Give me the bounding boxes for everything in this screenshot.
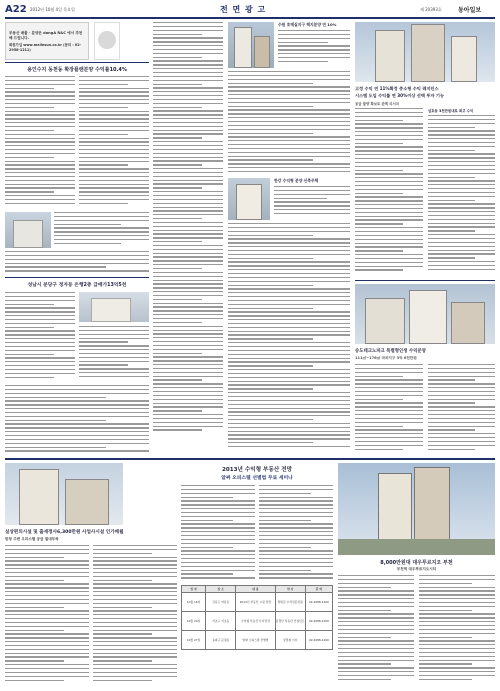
bottom-right-text-a <box>338 575 414 685</box>
mid-right-photo <box>355 284 495 344</box>
table-header-content: 내 용 <box>236 586 275 593</box>
banner-text: 부동산 매물 · 분양은 dongA R&C 에서 추천해 드립니다. <box>9 31 83 40</box>
table-cell: 10월 20일 <box>182 612 206 631</box>
bottom-left-sub: 한창 주변 오피스텔 공급 절대부족 <box>5 537 59 541</box>
table-header-speaker: 연 사 <box>275 586 305 593</box>
table-header-contact: 문 의 <box>305 586 332 593</box>
seminar-schedule-table <box>181 585 333 650</box>
bottom-right-text-b <box>419 575 495 685</box>
paper-name: 동아일보 <box>458 7 482 14</box>
table-cell: 송파구 문정동 <box>206 631 236 650</box>
bottom-left-photo <box>5 463 123 525</box>
col4-tower-photo <box>355 22 495 82</box>
col4-heading: 고정 수익 연 11%확정 중소형 수익 레지던스 <box>355 86 439 91</box>
col3-building-photo <box>228 22 274 68</box>
table-cell: 02-2088-1200 <box>305 612 332 631</box>
section-title: 전 면 광 고 <box>220 5 267 14</box>
col4-sub: 공급 물량 확보로 완벽 리서치 <box>355 102 400 106</box>
col3-photo-2 <box>228 178 270 220</box>
section1-title: 용인수지 동천동 확장플랜분양 수익률10.4% <box>27 67 127 73</box>
mid-right-text-a <box>355 364 423 455</box>
mid-right-text-b <box>428 364 495 455</box>
bottom-left-text-b <box>93 545 177 685</box>
col3-text-b <box>228 71 350 175</box>
section2-title: 성남시 분당구 정자동 은행2층 급매가13억5천 <box>27 283 127 288</box>
seminar-text-b <box>259 485 333 581</box>
table-header-place: 장 소 <box>206 586 236 593</box>
bottom-left-title: 실상편의시설 및 출세정사6,300만원 사업사시설 인가매월 <box>5 530 124 535</box>
edition-number: 제 20393호 <box>420 7 442 12</box>
table-cell: 2013년 부동산 시장 전망 <box>236 593 275 612</box>
section2-text-c <box>5 385 149 455</box>
bottom-right-sub: 부천역 대우푸르지오시티 <box>396 567 437 571</box>
page-number: A22 <box>5 4 27 15</box>
header-rule <box>5 17 495 19</box>
col1-banner <box>5 22 89 60</box>
section1-text-a <box>5 76 75 208</box>
table-cell: 서초구 서초동 <box>206 612 236 631</box>
bottom-left-text-a <box>5 545 89 685</box>
table-cell: 10월 16일 <box>182 593 206 612</box>
col2-text <box>153 22 223 454</box>
table-cell: 10월 27일 <box>182 631 206 650</box>
mid-right-rule <box>355 280 495 281</box>
table-row <box>182 612 333 631</box>
seminar-title: 2013년 수익형 부동산 전망 <box>221 467 293 473</box>
col3-mid-heading: 한강 수익형 분양 신축주택 <box>274 178 319 183</box>
bottom-right-photo <box>338 463 495 555</box>
col1-rule-2 <box>5 277 149 278</box>
section2-photo <box>79 292 149 322</box>
section1-caption <box>54 212 149 248</box>
lower-divider <box>5 458 495 460</box>
section2-text-a <box>5 292 75 382</box>
col1-rule <box>5 62 149 63</box>
issue-date: 2012년 10월 4일 목요일 <box>30 7 75 12</box>
table-row <box>182 631 333 650</box>
table-cell: 박원갑 수석전문위원 <box>275 593 305 612</box>
col3-text-c <box>274 186 350 220</box>
section2-text-b <box>79 326 149 382</box>
mid-right-heading: 송도테크노파크 특별형인생 수익분양 <box>355 349 426 354</box>
logo-badge <box>94 22 120 60</box>
col4-text-b <box>428 115 495 276</box>
section1-text-b <box>79 76 149 208</box>
mid-right-sub: 111㎡~176㎡ 마곡지구 3억 6천만원 <box>355 356 417 360</box>
table-cell: 김경만 부동산 컨설턴트 <box>275 612 305 631</box>
table-row <box>182 593 333 612</box>
seminar-sub: 알짜 오피스텔 선별법 무료 세미나 <box>221 476 293 481</box>
table-cell: 02-2088-1200 <box>305 593 332 612</box>
table-cell: 알짜 오피스텔 선별법 <box>236 631 275 650</box>
col3-text-d <box>228 223 350 455</box>
table-header-date: 일 자 <box>182 586 206 593</box>
banner-contact: 회원가입 www.mallesun.co.kr (문의 : 02-2958-1211) <box>9 43 82 52</box>
col4-text-a <box>355 108 423 276</box>
seminar-text-a <box>181 485 255 581</box>
col3-heading: 수원 호매실지구 택지분양 연 10% <box>278 22 337 27</box>
col4-side-title: 삼호동 3천만원대로 최고 수익 <box>428 109 474 113</box>
section1-text-c <box>5 251 149 275</box>
table-cell: 수익형 부동산 투자전략 <box>236 612 275 631</box>
table-cell: 02-2088-1200 <box>305 631 332 650</box>
col4-heading-2: 시스템 도입 수익률 연 30%이상 선택 투자 기능 <box>355 93 444 98</box>
bottom-right-title: 8,000만원대 대우푸르지오 부천 <box>380 560 453 566</box>
section1-photo <box>5 212 51 248</box>
table-cell: 장경철 이사 <box>275 631 305 650</box>
table-cell: 강남구 역삼동 <box>206 593 236 612</box>
col3-text-a <box>278 30 350 68</box>
